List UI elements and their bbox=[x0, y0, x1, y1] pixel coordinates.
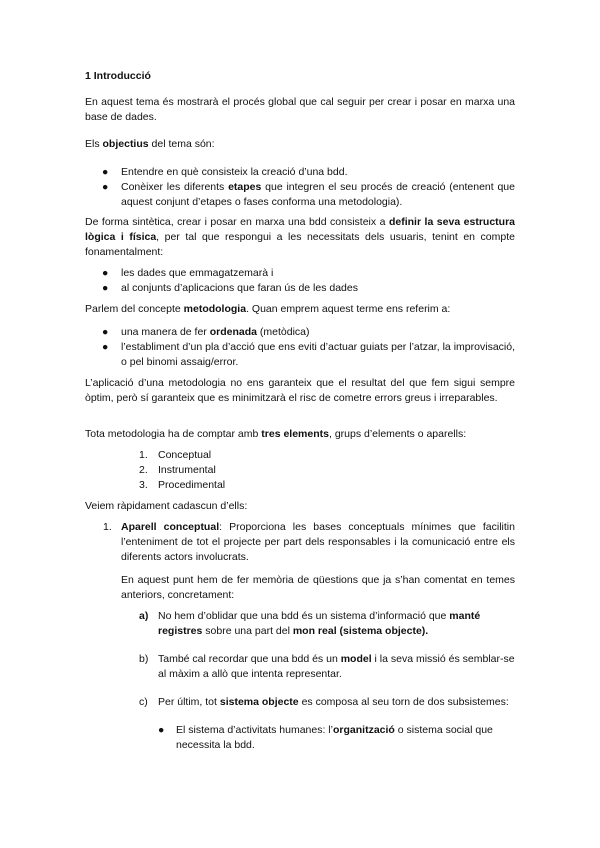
bullet-icon: ● bbox=[158, 724, 165, 736]
bullet-icon: ● bbox=[102, 282, 109, 294]
bullet-icon: ● bbox=[102, 166, 109, 178]
methodology-item: l’establiment d’un pla d’acció que ens eviti d’actuar guiats per l’atzar, la improvisació, o pel binomi assaig/error. bbox=[121, 341, 515, 368]
list-number: 2. bbox=[139, 464, 148, 476]
sub-item-c: Per últim, tot sistema objecte es composa al seu torn de dos subsistemes: bbox=[158, 696, 509, 708]
bullet-icon: ● bbox=[102, 181, 109, 193]
bullet-icon: ● bbox=[102, 326, 109, 338]
element-item: Procedimental bbox=[158, 479, 226, 491]
apparatus-number: 1. bbox=[103, 521, 112, 533]
fundamental-item: les dades que emmagatzemarà i bbox=[121, 267, 274, 279]
synthesis-paragraph: De forma sintètica, crear i posar en marxa una bdd consisteix a definir la seva estructura lògica i física, per tal que respongui a les necessitats dels usuaris, tenint en compte fonamentalment: bbox=[85, 216, 515, 258]
element-item: Instrumental bbox=[158, 464, 216, 476]
sub-label: a) bbox=[139, 610, 149, 622]
objective-item: Conèixer les diferents etapes que integren el seu procés de creació (entenent que aquest conjunt d’etapes o fases conforma una metodologia). bbox=[121, 181, 515, 208]
subsystem-item: El sistema d’activitats humanes: l’organització o sistema social que necessita la bdd. bbox=[176, 724, 493, 751]
fundamental-item: al conjunts d’aplicacions que faran ús de les dades bbox=[121, 282, 358, 294]
sub-item-a: No hem d’oblidar que una bdd és un sistema d’informació que manté registres sobre una part del mon real (sistema objecte). bbox=[158, 610, 481, 637]
apparatus-conceptual: Aparell conceptual: Proporciona les bases conceptuals mínimes que facilitin l’enteniment de tot el projecte per part dels responsables i la comunicació entre els diferents actors involucrats. bbox=[121, 521, 515, 563]
objective-item: Entendre en què consisteix la creació d’una bdd. bbox=[121, 166, 348, 178]
list-number: 1. bbox=[139, 449, 148, 461]
bullet-icon: ● bbox=[102, 267, 109, 279]
sub-item-b: També cal recordar que una bdd és un model i la seva missió és semblar-se al màxim a allò que intenta representar. bbox=[158, 653, 515, 680]
sub-label: c) bbox=[139, 696, 148, 708]
guarantee-paragraph: L’aplicació d’una metodologia no ens garanteix que el resultat del que fem sigui sempre òptim, però sí garanteix que es minimitzarà el risc de cometre errors greus i irreparables. bbox=[85, 377, 515, 404]
objectives-lead: Els objectius del tema són: bbox=[85, 138, 215, 150]
memory-paragraph: En aquest punt hem de fer memòria de qüestions que ja s’han comentat en temes anteriors, concretament: bbox=[121, 574, 515, 601]
methodology-item: una manera de fer ordenada (metòdica) bbox=[121, 326, 310, 338]
sub-label: b) bbox=[139, 653, 149, 665]
review-lead: Veiem ràpidament cadascun d’ells: bbox=[85, 500, 248, 512]
methodology-lead: Parlem del concepte metodologia. Quan emprem aquest terme ens referim a: bbox=[85, 303, 451, 315]
element-item: Conceptual bbox=[158, 449, 212, 461]
intro-paragraph: En aquest tema és mostrarà el procés global que cal seguir per crear i posar en marxa una base de dades. bbox=[85, 96, 515, 123]
list-number: 3. bbox=[139, 479, 148, 491]
section-heading: 1 Introducció bbox=[85, 70, 151, 82]
elements-lead: Tota metodologia ha de comptar amb tres elements, grups d’elements o aparells: bbox=[85, 428, 467, 440]
bullet-icon: ● bbox=[102, 341, 109, 353]
